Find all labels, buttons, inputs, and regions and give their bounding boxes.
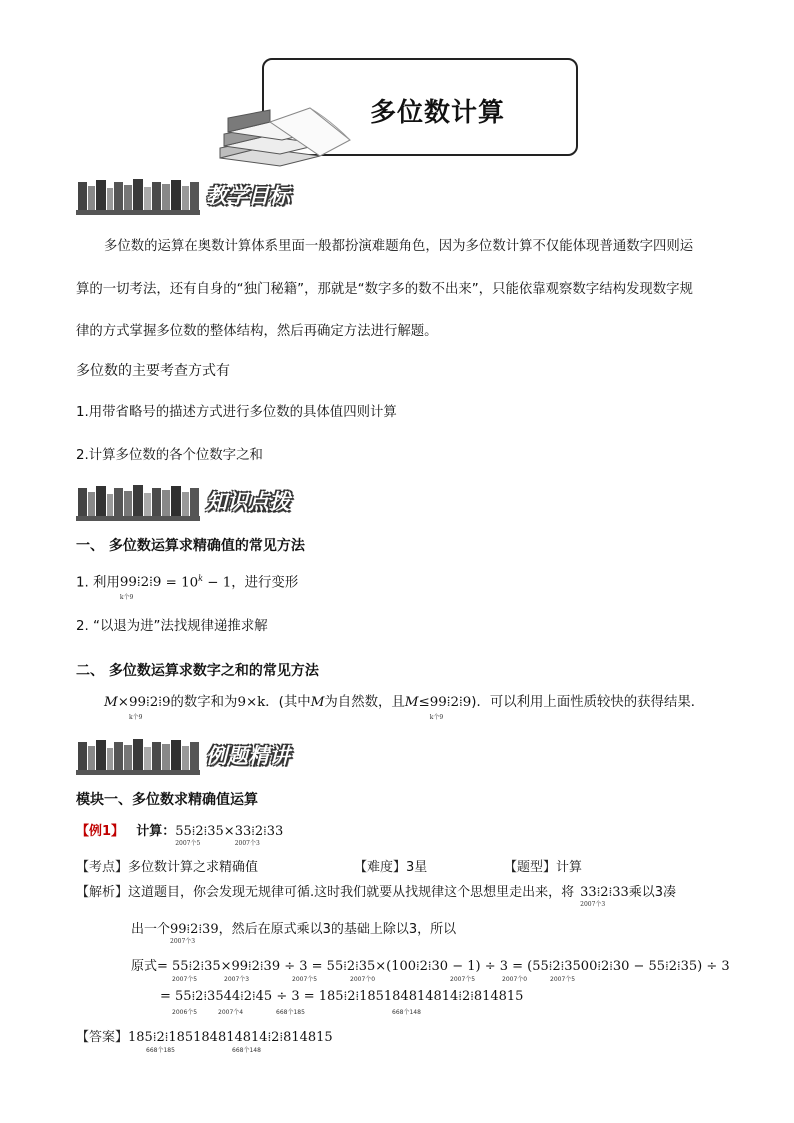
jx-line2b: ，然后在原式乘以3的基础上除以3，所以 <box>218 922 457 937</box>
tx-label: 【题型】 <box>504 860 557 875</box>
nd-val: 3星 <box>406 860 428 875</box>
answer-line <box>76 1026 333 1045</box>
ex-times: × <box>223 824 235 839</box>
s-number-2-sub: k个9 <box>429 714 444 721</box>
f2-sub: 668个185 <box>276 1009 305 1016</box>
f1-expr: = 55⁞2⁞35×99⁞2⁞39 ÷ 3 = 55⁞2⁞35×(100⁞2⁞30 − 1) ÷ 3 = (55⁞2⁞3500⁞2⁞30 − 55⁞2⁞35) ÷ 3 <box>157 959 730 974</box>
formula-line-2: = 55⁞2⁞3544⁞2⁞45 ÷ 3 = 185⁞2⁞185184814814⁞2⁞814815 <box>160 989 524 1004</box>
intro-line-1: 多位数的运算在奥数计算体系里面一般都扮演难题角色，因为多位数计算不仅能体现普通数字四则运 <box>104 239 694 254</box>
formula-line-1 <box>131 955 730 974</box>
k1-suffix: ，进行变形 <box>231 575 299 591</box>
k1-eq: = 10 <box>161 575 199 591</box>
f1-sub: 2007个5 <box>292 976 318 983</box>
intro-line-3: 律的方式掌握多位数的整体结构，然后再确定方法进行解题。 <box>76 324 438 339</box>
nd-label: 【难度】 <box>354 860 407 875</box>
example-1 <box>76 820 284 847</box>
section-banner-knowledge <box>76 482 316 522</box>
s-val: 9×k <box>237 695 266 710</box>
k1-number <box>119 574 162 602</box>
s-number <box>128 694 171 721</box>
jx-line2-n-text: 99⁞2⁞39 <box>170 922 219 937</box>
s-paren1: ．(其中 <box>265 695 311 710</box>
k1-rest: − 1 <box>203 575 232 591</box>
method-2: 2.计算多位数的各个位数字之和 <box>76 448 263 463</box>
kd-label: 【考点】 <box>76 860 129 875</box>
s-m3: M <box>404 695 419 710</box>
jx-line2a: 出一个 <box>131 922 171 937</box>
s-paren2: 为自然数，且 <box>324 695 405 710</box>
section-banner-examples <box>76 736 316 776</box>
f2-sub: 668个148 <box>392 1009 421 1016</box>
ex-n1 <box>175 823 224 847</box>
meta-kaodian <box>76 856 258 875</box>
f1-sub: 2007个5 <box>450 976 476 983</box>
banner-books-icon <box>76 736 200 776</box>
intro-line-2: 算的一切考法，还有自身的“独门秘籍”，那就是“数字多的数不出来”，只能依靠观察数字结构发现数字规 <box>76 282 693 297</box>
ex-n1-text: 55⁞2⁞35 <box>175 824 224 839</box>
f2-sub: 2007个4 <box>218 1009 244 1016</box>
s-m: M <box>104 695 118 710</box>
s-mid: 的数字和为 <box>170 695 238 710</box>
banner-books-icon <box>76 176 200 216</box>
jx-n-sub: 2007个3 <box>580 901 606 908</box>
da-sub: 668个148 <box>232 1047 261 1054</box>
f2-sub: 2006个5 <box>172 1009 198 1016</box>
jx-line2-n <box>170 921 219 945</box>
example-text: 计算： <box>136 824 176 839</box>
s-number-sub: k个9 <box>128 714 143 721</box>
f1-sub: 2007个0 <box>502 976 528 983</box>
section-banner-goals <box>76 176 316 216</box>
s-number-2 <box>429 694 472 721</box>
knowledge-heading-1: 一、 多位数运算求精确值的常见方法 <box>76 538 305 554</box>
tx-val: 计算 <box>556 860 583 875</box>
jx-label: 【解析】 <box>76 885 129 900</box>
knowledge-item-2: 2. “以退为进”法找规律递推求解 <box>76 619 268 634</box>
jx-line2-sub: 2007个3 <box>170 938 196 945</box>
analysis-line-2 <box>131 918 457 945</box>
da-val: 185⁞2⁞185184814814⁞2⁞814815 <box>128 1030 333 1045</box>
k1-number-text: 99⁞2⁞9 <box>119 575 162 591</box>
ex-n2-text: 33⁞2⁞33 <box>234 824 284 839</box>
s-m2: M <box>310 695 325 710</box>
ex-n2 <box>234 823 284 847</box>
jx-line1-end: 乘以3凑 <box>628 885 677 900</box>
f1-sub: 2007个3 <box>224 976 250 983</box>
f1-sub: 2007个5 <box>550 976 576 983</box>
da-sub: 668个185 <box>146 1047 175 1054</box>
methods-heading: 多位数的主要考查方式有 <box>76 363 230 379</box>
section-title-examples: 例题精讲 <box>206 744 290 768</box>
jx-n-text: 33⁞2⁞33 <box>580 885 629 900</box>
section-title-goals: 教学目标 <box>206 184 290 208</box>
f1-label: 原式 <box>131 959 158 974</box>
k1-number-sub: k个9 <box>119 594 134 602</box>
s-le: ≤ <box>418 695 430 710</box>
example-label: 【例1】 <box>76 824 125 839</box>
ex-n2-sub: 2007个3 <box>234 840 260 847</box>
section-title-knowledge: 知识点拨 <box>206 490 290 514</box>
jx-n <box>580 884 629 908</box>
f1-sub: 2007个0 <box>350 976 376 983</box>
page-title: 多位数计算 <box>370 98 506 128</box>
books-icon <box>210 100 360 170</box>
module-title: 模块一、多位数求精确值运算 <box>76 792 258 808</box>
da-label: 【答案】 <box>76 1030 129 1045</box>
s-times: × <box>117 695 129 710</box>
k1-exp: k <box>198 574 203 583</box>
s-number-2-text: 99⁞2⁞9 <box>429 695 472 710</box>
jx-line1: 这道题目，你会发现无规律可循.这时我们就要从找规律这个思想里走出来，将 <box>128 885 575 900</box>
ex-n1-sub: 2007个5 <box>175 840 201 847</box>
f1-sub: 2007个5 <box>172 976 198 983</box>
knowledge-heading-2: 二、 多位数运算求数字之和的常见方法 <box>76 663 319 679</box>
analysis-line-1 <box>76 881 677 908</box>
kd-val: 多位数计算之求精确值 <box>128 860 259 875</box>
meta-nandu <box>354 856 427 875</box>
method-1: 1.用带省略号的描述方式进行多位数的具体值四则计算 <box>76 405 397 420</box>
s-end: )．可以利用上面性质较快的获得结果． <box>471 695 705 710</box>
meta-tixing <box>504 856 582 875</box>
k1-prefix: 1. 利用 <box>76 575 120 591</box>
knowledge-item-1 <box>76 570 299 602</box>
banner-books-icon <box>76 482 200 522</box>
s-number-text: 99⁞2⁞9 <box>128 695 171 710</box>
knowledge-digit-sum <box>104 694 705 721</box>
